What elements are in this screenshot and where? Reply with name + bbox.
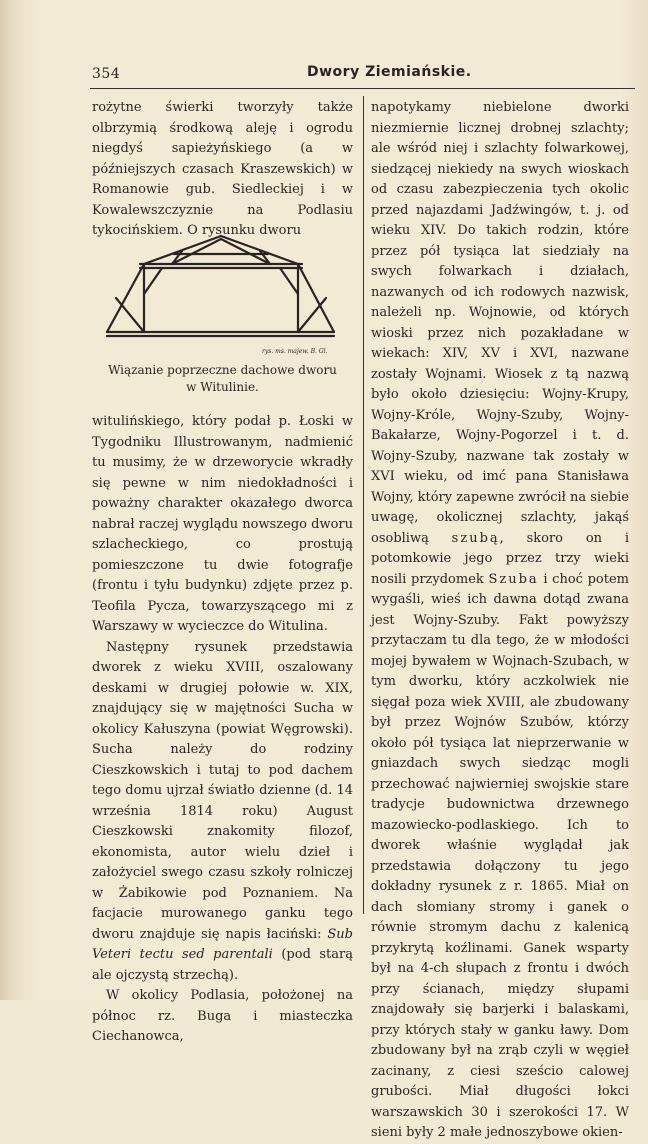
paragraph: W okolicy Podlasia, położonej na północ rz. Buga i miasteczka Ciechanowca, xyxy=(92,988,353,1044)
column-divider xyxy=(363,96,364,914)
caption-line: w Witulinie. xyxy=(186,380,259,394)
paragraph-text: Następny rysunek przedstawia dworek z wieku XVIII, oszalowany deskami w drugiej połowie w. XIX, znajdujący się w majętności Sucha w okolicy Kałuszyna (powiat Węgrowski). Sucha należy do rodziny Cieszkowskich i tutaj to pod dachem tego domu ujrzał światło dzienne (d. 14 września 1814 roku) August Cieszkowski znakomity filozof, ekonomista, autor wielu dzieł i założyciel swego czasu szkoły rolniczej w Żabikowie pod Poznaniem. Na facjacie murowanego ganku tego dworu znajduje się napis łaciński: xyxy=(92,639,353,942)
paragraph-text: i choć potem wygaśli, wieś ich dawna dotąd zwana jest Wojny-Szuby. Fakt powyższy przytaczam tu dla tego, że w młodości mojej bywałem w Wojnach-Szubach, w tym dworku, który aczkolwiek nie sięgał poza wiek XVIII, ale zbudowany był przez Wojnów Szubów, którzy około pół tysiąca lat nieprzerwanie w gniazdach swych siedząc mogli przechować najwierniej swojskie stare tradycje budownictwa drzewnego mazowiecko-podlaskiego. Ich to dworek właśnie wyglądał jak przedstawia dołączony tu jego dokładny rysunek z r. 1865. Miał on dach słomiany stromy i ganek o równie stromym dachu z kalenicą przykrytą koźlinami. Ganek wsparty był na 4-ch słupach z frontu i dwóch przy ścianach, między słupami znajdowały się barjerki i balaskami, przy których stały w ganku ławy. Dom zbudowany był na zrąb czyli w węgieł zacinany, z ciesi sześcio calowej grubości. Miał długości łokci warszawskich 30 i szerokości 17. W sieni były 2 małe jednoszybowe okien- xyxy=(371,571,629,1140)
right-column xyxy=(371,98,629,1144)
caption-line: Wiązanie poprzeczne dachowe dworu xyxy=(108,363,337,377)
paragraph: witulińskiego, który podał p. Łoski w Tygodniku Illustrowanym, nadmienić tu musimy, że w drzeworycie wkradły się pewne w nim niedokładności i poważny charakter okazałego dworca nabrał raczej wyglądu nowszego dworu szlacheckiego, co prostują pomieszczone tu dwie fotografje (frontu i tyłu budynku) zdjęte przez p. Teofila Pycza, towarzyszącego mi z Warszawy w wycieczce do Witulina. xyxy=(92,414,353,634)
paragraph-text: (pod starą ale ojczystą strzechą). xyxy=(92,947,354,983)
paragraph-text: , skoro on i potomkowie jego przez trzy wieki nosili przydomek xyxy=(371,530,629,587)
spaced-word: Szuba xyxy=(488,571,539,587)
latin-inscription: Sub Veteri tectu sed parentali xyxy=(92,926,353,962)
figure-caption xyxy=(92,362,353,396)
paragraph xyxy=(92,638,353,987)
page-number: 354 xyxy=(92,66,121,82)
paragraph-text: napotykamy niebielone dworki niezmiernie licznej drobnej szlachty; ale wśród niej i szlachty folwarkowej, siedzącej niekiedy na swych wioskach od czasu zabezpieczenia tych okolic przed najazdami Jadźwingów, t. j. od wieku XIV. Do takich rodzin, które przez pół tysiąca lat siedziały na swych folwarkach i działach, nazwanych od ich rodowych nazwisk, należeli np. Wojnowie, od których wioski przez nich pozakładane w wiekach: XIV, XV i XVI, nazwane zostały Wojnami. Wiosek z tą nazwą było około dziesięciu: Wojny-Krupy, Wojny-Króle, Wojny-Szuby, Wojny-Bakałarze, Wojny-Pogorzel i t. d. Wojny-Szuby, nazwane tak zostały w XVI wieku, od imć pana Stanisława Wojny, który zapewne zwrócił na siebie uwagę, okolicznej szlachty, jakąś osobliwą xyxy=(371,100,629,546)
left-column xyxy=(92,98,353,1048)
figure-signature: rys. ms. majew. B. Gl. xyxy=(262,348,328,355)
header-rule xyxy=(90,88,635,89)
running-title: Dwory Ziemiańskie. xyxy=(307,64,472,80)
roof-truss-drawing xyxy=(102,234,342,349)
paragraph: rożytne świerki tworzyły także olbrzymią środkową aleję i ogrodu niegdyś sapieżyńskiego (a w późniejszych czasach Kraszewskich) w Romanowie gub. Siedleckiej i w Kowalewszczyznie na Podlasiu tykocińskiem. O rysunku dworu xyxy=(92,100,353,238)
spaced-word: szubą xyxy=(451,530,500,546)
paragraph xyxy=(371,98,629,1144)
roof-truss-figure xyxy=(92,206,353,412)
page-header xyxy=(92,62,612,86)
